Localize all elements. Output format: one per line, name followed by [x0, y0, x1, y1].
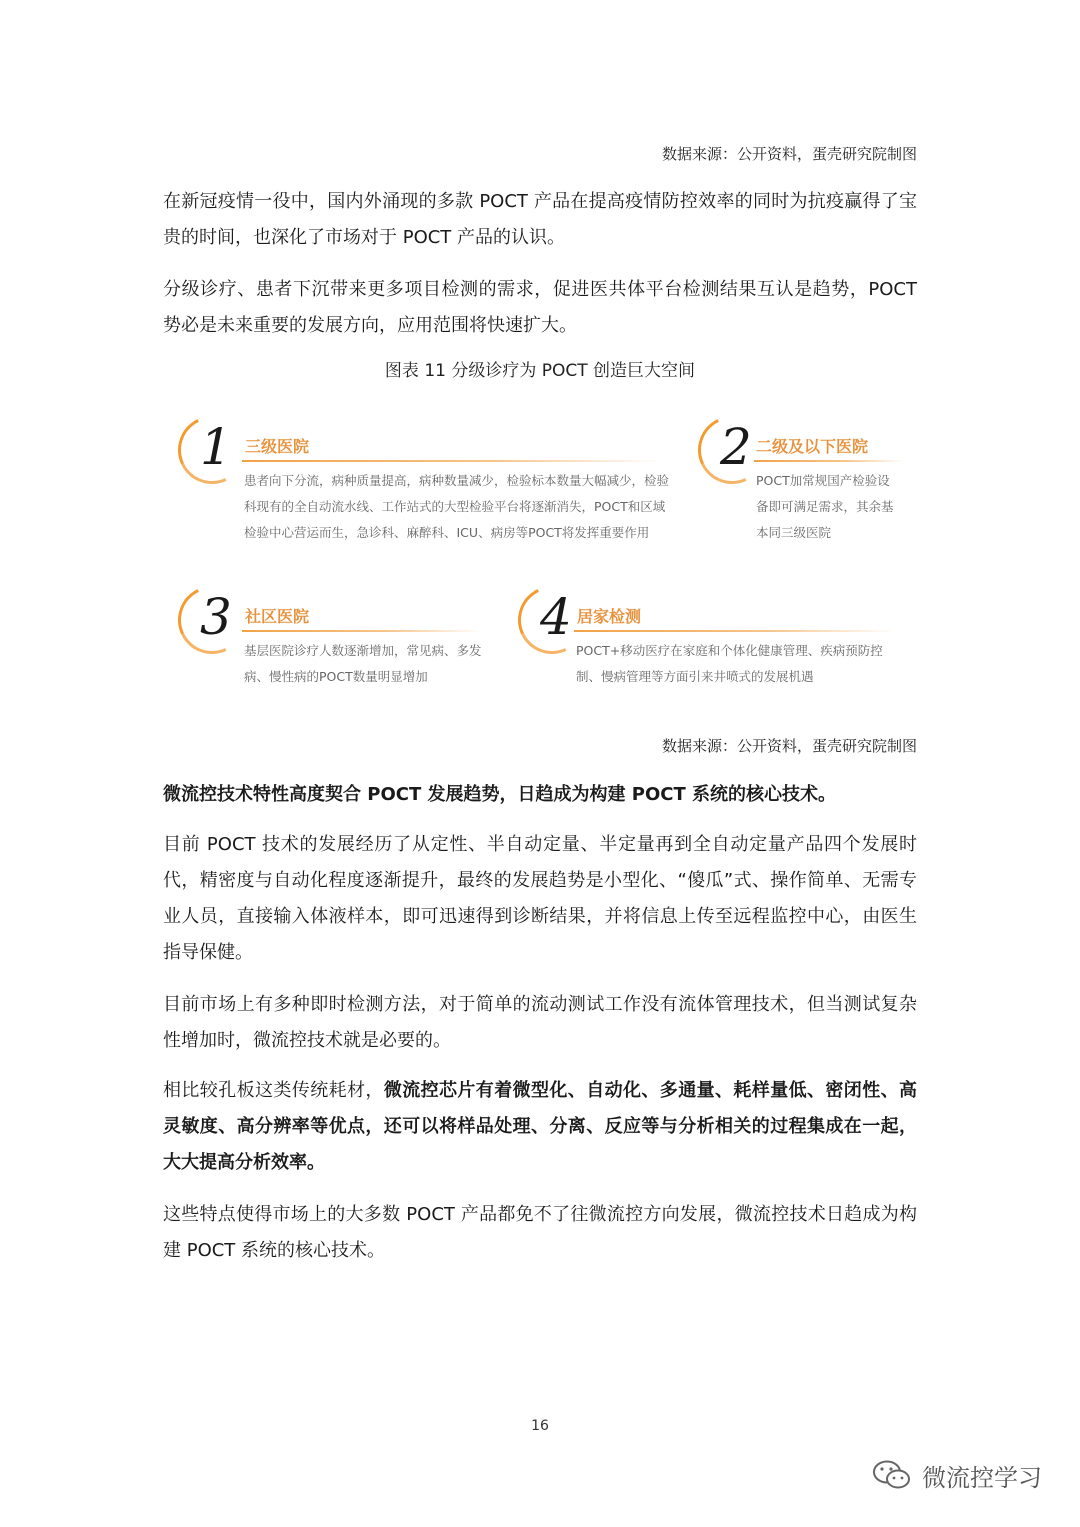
watermark-text: 微流控学习	[922, 1463, 1042, 1492]
paragraph-text: 在新冠疫情一役中，国内外涌现的多款 POCT 产品在提高疫情防控效率的同时为抗疫赢得了宝贵的时间，也深化了市场对于 POCT 产品的认识。	[163, 191, 917, 248]
plain-text: 相比较孔板这类传统耗材，	[163, 1080, 384, 1101]
card-title: 三级医院	[245, 437, 310, 456]
bold-text: 微流控芯片有着微型化、自动化、多通量、耗样量低、密闭性、高灵敏度、高分辨率等优点，还可以将样品处理、分离、反应等与分析相关的过程集成在一起，大大提高分析效率。	[163, 1080, 918, 1173]
paragraph	[163, 1073, 917, 1181]
wechat-icon	[872, 1459, 912, 1491]
paragraph	[163, 272, 917, 344]
section-heading: 微流控技术特性高度契合 POCT 发展趋势，日趋成为构建 POCT 系统的核心技术。	[163, 784, 837, 805]
card-number: 1	[200, 418, 232, 476]
title-underline	[242, 630, 482, 632]
card-body: POCT加常规国产检验设备即可满足需求，其余基本同三级医院	[756, 473, 894, 540]
diagram-card	[170, 410, 670, 550]
source-note: 数据来源：公开资料，蛋壳研究院制图	[661, 737, 917, 755]
card-title: 居家检测	[577, 607, 642, 626]
card-number: 4	[540, 588, 572, 646]
title-underline	[574, 630, 894, 632]
paragraph-text: 目前市场上有多种即时检测方法，对于简单的流动测试工作没有流体管理技术，但当测试复杂性增加时，微流控技术就是必要的。	[163, 994, 917, 1051]
card-body: POCT+移动医疗在家庭和个体化健康管理、疾病预防控制、慢病管理等方面引来井喷式的发展机遇	[576, 643, 883, 684]
card-number: 3	[200, 588, 232, 646]
paragraph-text: 这些特点使得市场上的大多数 POCT 产品都免不了往微流控方向发展，微流控技术日趋成为构建 POCT 系统的核心技术。	[163, 1204, 917, 1261]
paragraph-text: 目前 POCT 技术的发展经历了从定性、半自动定量、半定量再到全自动定量产品四个发展时代，精密度与自动化程度逐渐提升，最终的发展趋势是小型化、“傻瓜”式、操作简单、无需专业人员，直接输入体液样本，即可迅速得到诊断结果，并将信息上传至远程监控中心，由医生指导保健。	[163, 834, 917, 963]
paragraph	[163, 987, 917, 1059]
source-note: 数据来源：公开资料，蛋壳研究院制图	[661, 145, 917, 163]
paragraph	[163, 1197, 917, 1269]
card-body: 基层医院诊疗人数逐渐增加，常见病、多发病、慢性病的POCT数量明显增加	[244, 643, 482, 684]
paragraph	[163, 827, 917, 971]
card-number: 2	[720, 418, 752, 476]
diagram-card	[690, 410, 910, 550]
paragraph-text: 分级诊疗、患者下沉带来更多项目检测的需求，促进医共体平台检测结果互认是趋势，POCT 势必是未来重要的发展方向，应用范围将快速扩大。	[163, 279, 917, 336]
diagram-card	[510, 580, 910, 690]
paragraph-text	[163, 1073, 917, 1181]
title-underline	[242, 460, 662, 462]
card-title: 社区医院	[245, 607, 310, 626]
title-underline	[754, 460, 904, 462]
card-title: 二级及以下医院	[756, 437, 869, 456]
figure-diagram	[170, 410, 910, 700]
diagram-card	[170, 580, 490, 690]
watermark	[872, 1455, 1042, 1495]
paragraph	[163, 184, 917, 256]
page-number: 16	[531, 1418, 549, 1434]
card-body: 患者向下分流，病种质量提高，病种数量减少，检验标本数量大幅减少，检验科现有的全自动流水线、工作站式的大型检验平台将逐渐消失，POCT和区域检验中心营运而生，急诊科、麻醉科、ICU、病房等POCT将发挥重要作用	[244, 473, 670, 540]
figure-caption: 图表 11 分级诊疗为 POCT 创造巨大空间	[384, 361, 696, 381]
